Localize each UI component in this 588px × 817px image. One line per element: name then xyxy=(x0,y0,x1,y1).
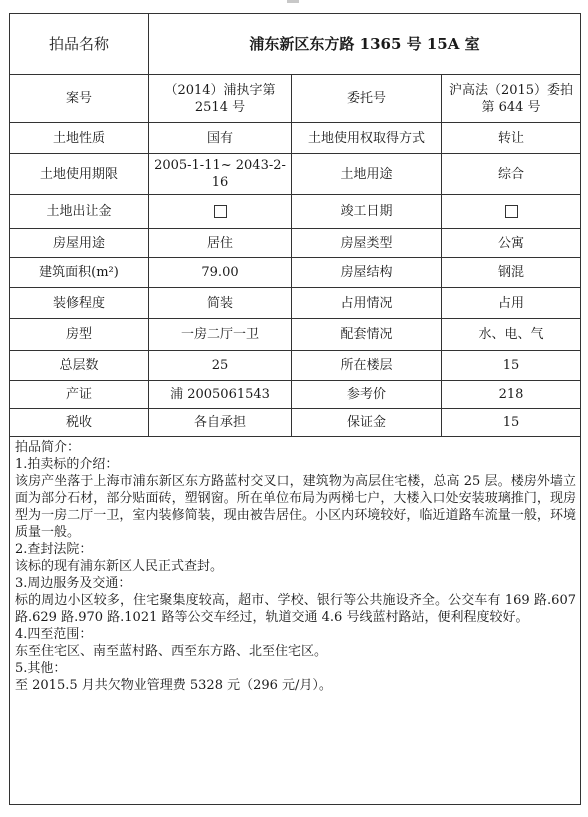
completion-date-value xyxy=(442,195,581,229)
certificate-label: 产证 xyxy=(10,381,149,409)
tax-label: 税收 xyxy=(10,409,149,437)
land-grant-fee-checkbox xyxy=(214,205,227,218)
auction-info-table xyxy=(9,13,581,805)
case-number-label: 案号 xyxy=(10,75,149,123)
land-acquisition-value: 转让 xyxy=(442,123,581,154)
section-2-title: 2.查封法院： xyxy=(15,542,93,557)
structure-value: 钢混 xyxy=(442,258,581,288)
intro-row xyxy=(10,437,581,805)
section-1-title: 1.拍卖标的介绍： xyxy=(15,457,119,472)
item-introduction xyxy=(10,437,581,805)
table-row xyxy=(10,288,581,319)
decoration-label: 装修程度 xyxy=(10,288,149,319)
land-grant-fee-label: 土地出让金 xyxy=(10,195,149,229)
land-grant-fee-value xyxy=(149,195,292,229)
floor-value: 15 xyxy=(442,351,581,381)
table-row xyxy=(10,409,581,437)
item-name-label: 拍品名称 xyxy=(10,14,149,75)
floor-area-value: 79.00 xyxy=(149,258,292,288)
reference-price-value: 218 xyxy=(442,381,581,409)
intro-heading: 拍品简介： xyxy=(15,440,81,455)
land-term-label: 土地使用期限 xyxy=(10,154,149,195)
case-number-value: （2014）浦执字第 2514 号 xyxy=(149,75,292,123)
land-acquisition-label: 土地使用权取得方式 xyxy=(292,123,442,154)
section-3-body: 标的周边小区较多，住宅聚集度较高，超市、学校、银行等公共施设齐全。公交车有 169 路.607 路.629 路.970 路.1021 路等公交车经过，轨道交通 4.6 号线蓝村路站，便利程度较好。 xyxy=(15,593,576,625)
deposit-value: 15 xyxy=(442,409,581,437)
section-4-body: 东至住宅区、南至蓝村路、西至东方路、北至住宅区。 xyxy=(15,644,328,659)
facilities-label: 配套情况 xyxy=(292,319,442,351)
item-name-value: 浦东新区东方路 1365 号 15A 室 xyxy=(149,14,581,75)
completion-date-checkbox xyxy=(505,205,518,218)
completion-date-label: 竣工日期 xyxy=(292,195,442,229)
table-row xyxy=(10,351,581,381)
land-use-value: 综合 xyxy=(442,154,581,195)
reference-price-label: 参考价 xyxy=(292,381,442,409)
section-5-body: 至 2015.5 月共欠物业管理费 5328 元（296 元/月）。 xyxy=(15,678,332,693)
land-term-value: 2005-1-11~ 2043-2-16 xyxy=(149,154,292,195)
table-row xyxy=(10,381,581,409)
table-row xyxy=(10,123,581,154)
land-nature-label: 土地性质 xyxy=(10,123,149,154)
section-3-title: 3.周边服务及交通： xyxy=(15,576,132,591)
decoration-value: 简装 xyxy=(149,288,292,319)
section-1-body: 该房产坐落于上海市浦东新区东方路蓝村交叉口，建筑物为高层住宅楼，总高 25 层。楼房外墙立面为部分石材，部分贴面砖，塑钢窗。所在单位布局为两梯七户，大楼入口处安装玻璃推门，现房型为一房二厅一卫，室内装修简装，现由被告居住。小区内环境较好，临近道路车流量一般，环境质量一般。 xyxy=(15,474,576,540)
facilities-value: 水、电、气 xyxy=(442,319,581,351)
layout-value: 一房二厅一卫 xyxy=(149,319,292,351)
table-row xyxy=(10,195,581,229)
table-row xyxy=(10,75,581,123)
total-floors-label: 总层数 xyxy=(10,351,149,381)
section-5-title: 5.其他： xyxy=(15,661,67,676)
title-row xyxy=(10,14,581,75)
land-use-label: 土地用途 xyxy=(292,154,442,195)
table-row xyxy=(10,319,581,351)
commission-number-value: 沪高法（2015）委拍第 644 号 xyxy=(442,75,581,123)
structure-label: 房屋结构 xyxy=(292,258,442,288)
floor-area-label: 建筑面积(m²) xyxy=(10,258,149,288)
commission-number-label: 委托号 xyxy=(292,75,442,123)
tax-value: 各自承担 xyxy=(149,409,292,437)
total-floors-value: 25 xyxy=(149,351,292,381)
table-row xyxy=(10,229,581,258)
house-type-label: 房屋类型 xyxy=(292,229,442,258)
top-edge-mark xyxy=(287,0,299,3)
layout-label: 房型 xyxy=(10,319,149,351)
deposit-label: 保证金 xyxy=(292,409,442,437)
occupancy-value: 占用 xyxy=(442,288,581,319)
floor-label: 所在楼层 xyxy=(292,351,442,381)
house-type-value: 公寓 xyxy=(442,229,581,258)
table-row xyxy=(10,258,581,288)
table-row xyxy=(10,154,581,195)
land-nature-value: 国有 xyxy=(149,123,292,154)
certificate-value: 浦 2005061543 xyxy=(149,381,292,409)
house-use-value: 居住 xyxy=(149,229,292,258)
occupancy-label: 占用情况 xyxy=(292,288,442,319)
section-4-title: 4.四至范围： xyxy=(15,627,93,642)
house-use-label: 房屋用途 xyxy=(10,229,149,258)
section-2-body: 该标的现有浦东新区人民正式查封。 xyxy=(15,559,224,574)
